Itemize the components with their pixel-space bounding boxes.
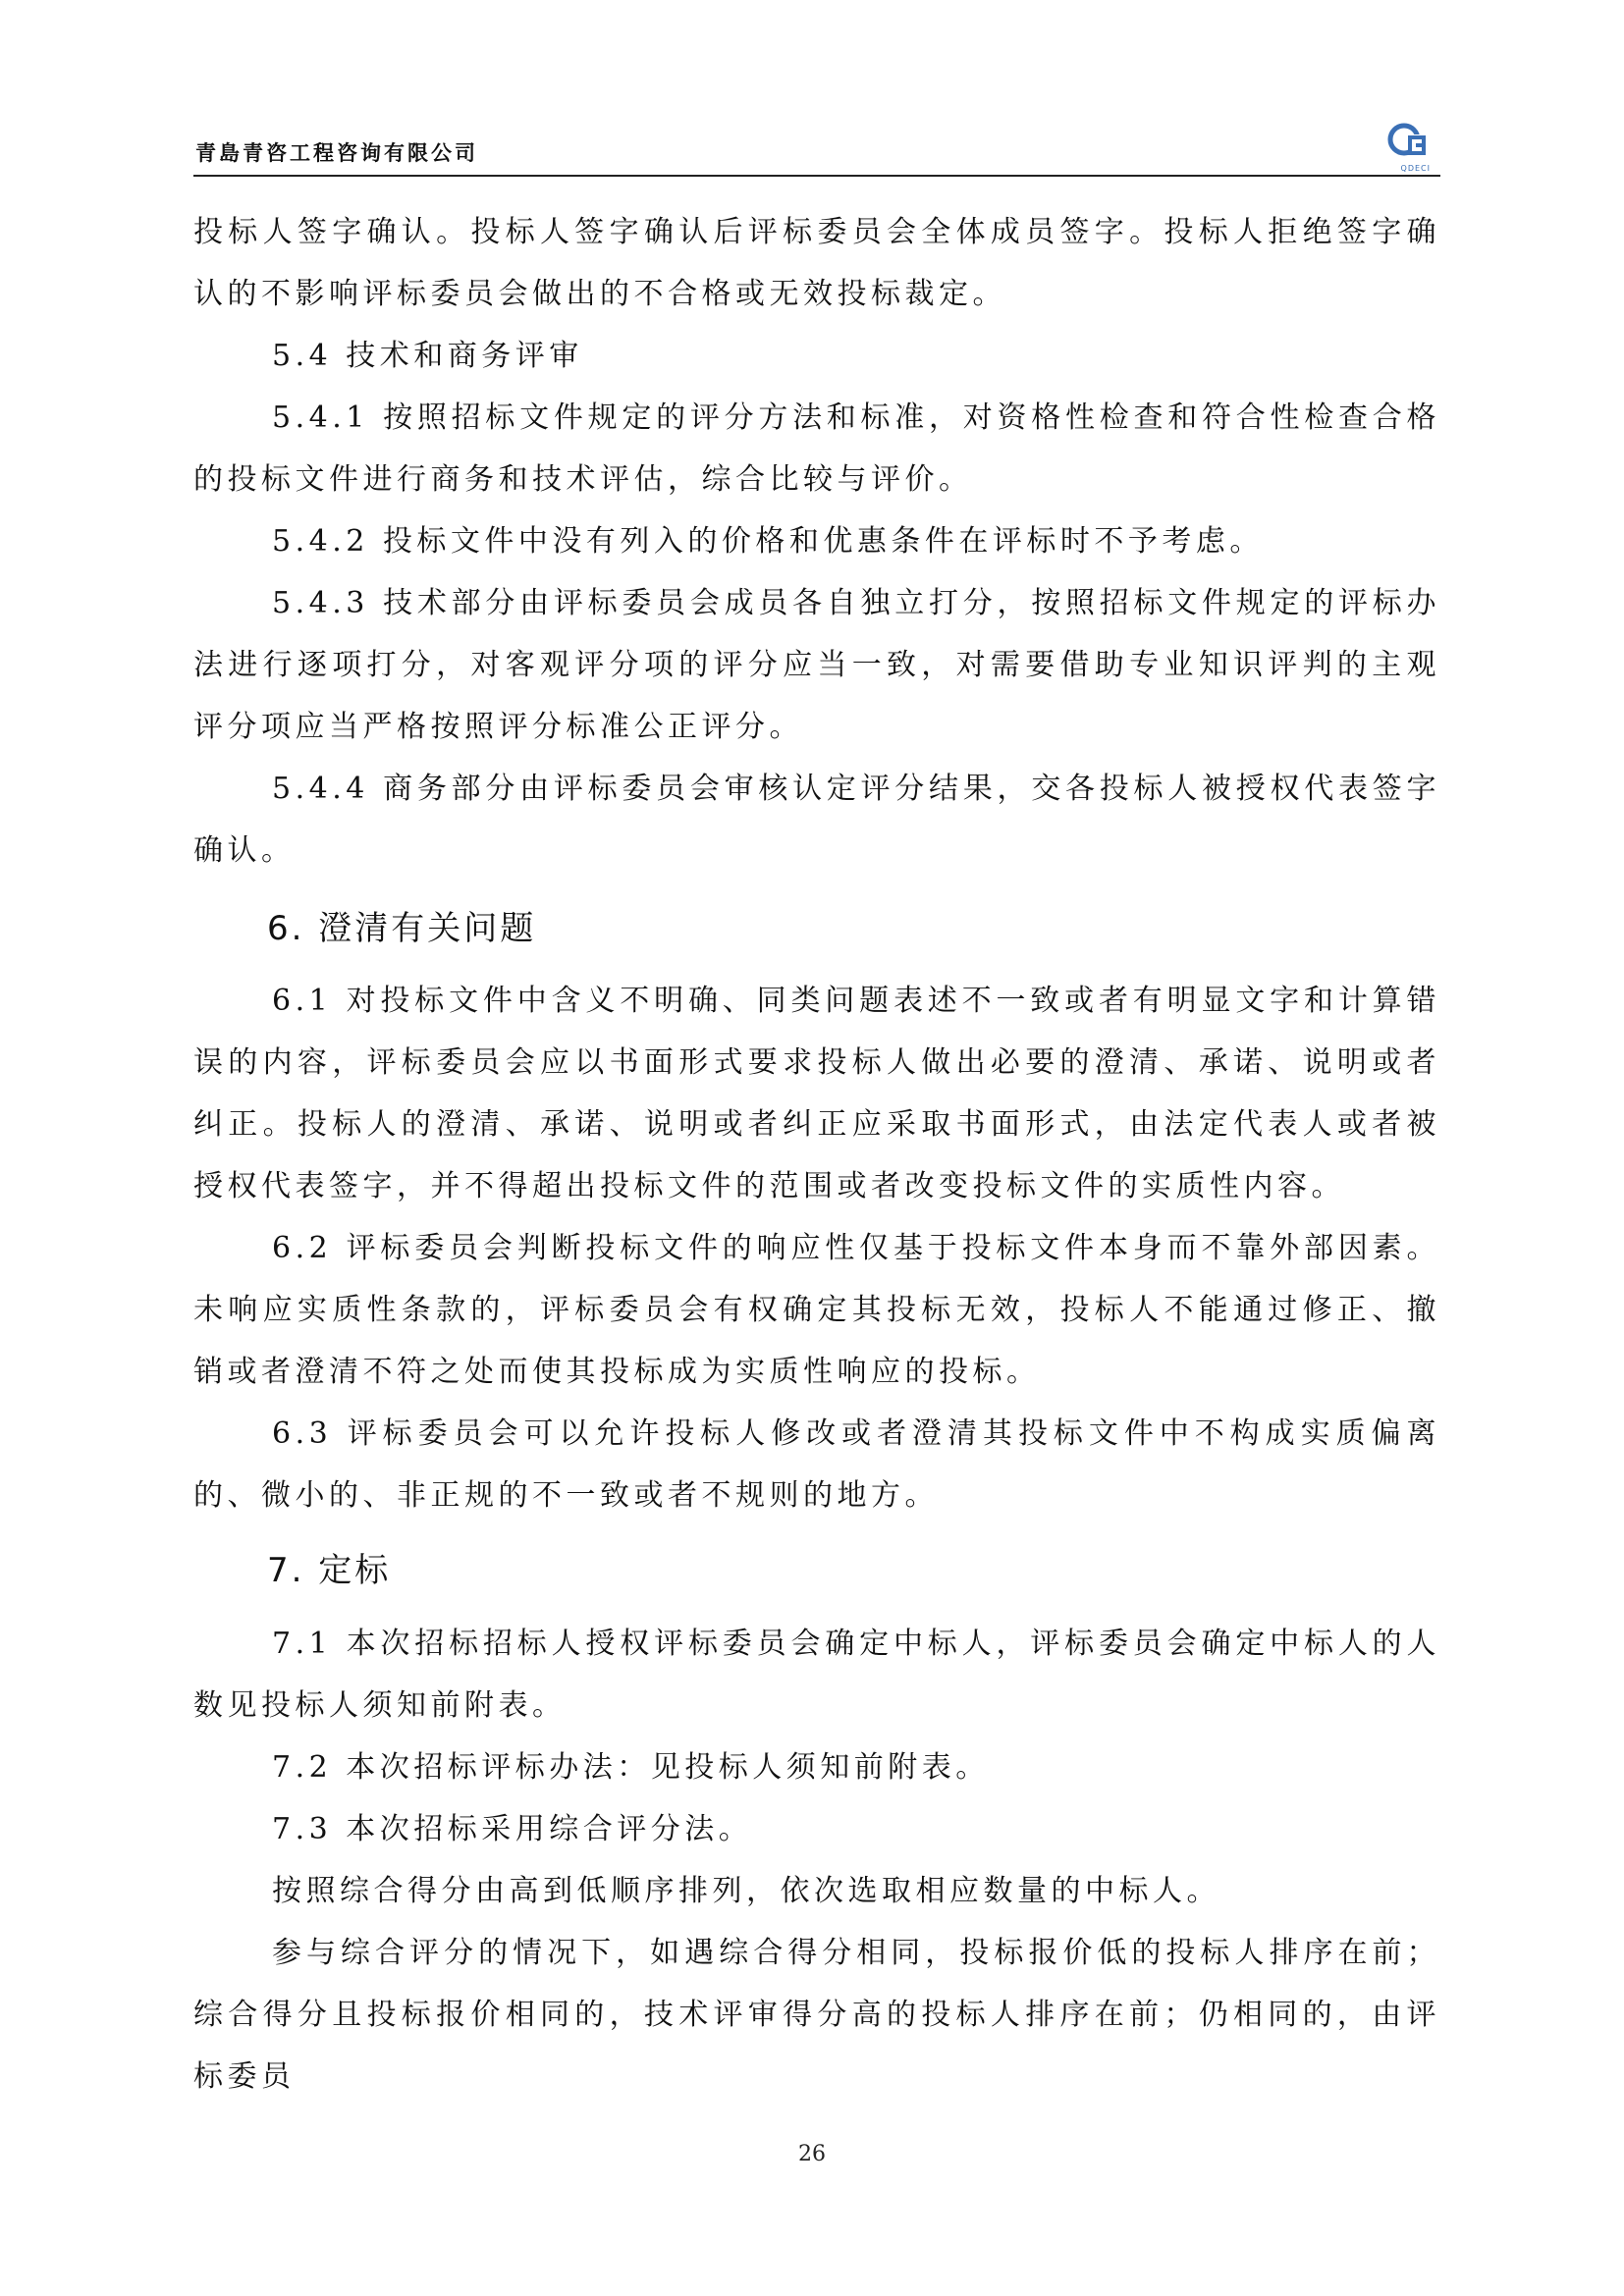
- heading-6: 6. 澄清有关问题: [267, 909, 537, 948]
- paragraph-5-4-2: 5.4.2 投标文件中没有列入的价格和优惠条件在评标时不予考虑。: [272, 524, 1264, 559]
- paragraph-7-1: 7.1 本次招标招标人授权评标委员会确定中标人，评标委员会确定中标人的人数见投标人须知前附表。: [193, 1627, 1440, 1723]
- document-body: [193, 201, 1440, 2108]
- page-header: [193, 116, 1440, 177]
- paragraph-7-2: 7.2 本次招标评标办法：见投标人须知前附表。: [272, 1750, 990, 1785]
- paragraph-6-1: 6.1 对投标文件中含义不明确、同类问题表述不一致或者有明显文字和计算错误的内容，评标委员会应以书面形式要求投标人做出必要的澄清、承诺、说明或者纠正。投标人的澄清、承诺、说明或者纠正应采取书面形式，由法定代表人或者被授权代表签字，并不得超出投标文件的范围或者改变投标文件的实质性内容。: [193, 984, 1440, 1203]
- paragraph-6-2: 6.2 评标委员会判断投标文件的响应性仅基于投标文件本身而不靠外部因素。未响应实质性条款的，评标委员会有权确定其投标无效，投标人不能通过修正、撤销或者澄清不符之处而使其投标成为实质性响应的投标。: [193, 1231, 1440, 1389]
- page-number: 26: [798, 2142, 826, 2166]
- heading-7: 7. 定标: [267, 1551, 392, 1590]
- paragraph-5-4-1: 5.4.1 按照招标文件规定的评分方法和标准，对资格性检查和符合性检查合格的投标文件进行商务和技术评估，综合比较与评价。: [193, 400, 1440, 497]
- section-title-5-4: 5.4 技术和商务评审: [272, 339, 583, 373]
- company-logo-icon: [1383, 120, 1433, 169]
- paragraph-6-3: 6.3 评标委员会可以允许投标人修改或者澄清其投标文件中不构成实质偏离的、微小的、非正规的不一致或者不规则的地方。: [193, 1416, 1440, 1513]
- paragraph-5-4-3: 5.4.3 技术部分由评标委员会成员各自独立打分，按照招标文件规定的评标办法进行逐项打分，对客观评分项的评分应当一致，对需要借助专业知识评判的主观评分项应当严格按照评分标准公正评分。: [193, 586, 1440, 744]
- paragraph-ranking: 按照综合得分由高到低顺序排列，依次选取相应数量的中标人。: [272, 1874, 1220, 1908]
- paragraph-7-3: 7.3 本次招标采用综合评分法。: [272, 1812, 753, 1846]
- company-name: 青島青咨工程咨询有限公司: [195, 141, 478, 165]
- paragraph-tie-break: 参与综合评分的情况下，如遇综合得分相同，投标报价低的投标人排序在前；综合得分且投标报价相同的，技术评审得分高的投标人排序在前；仍相同的，由评标委员: [193, 1936, 1440, 2094]
- logo-caption: QDECI: [1400, 164, 1431, 173]
- paragraph-5-4-4: 5.4.4 商务部分由评标委员会审核认定评分结果，交各投标人被授权代表签字确认。: [193, 772, 1440, 868]
- paragraph: 投标人签字确认。投标人签字确认后评标委员会全体成员签字。投标人拒绝签字确认的不影响评标委员会做出的不合格或无效投标裁定。: [193, 215, 1440, 311]
